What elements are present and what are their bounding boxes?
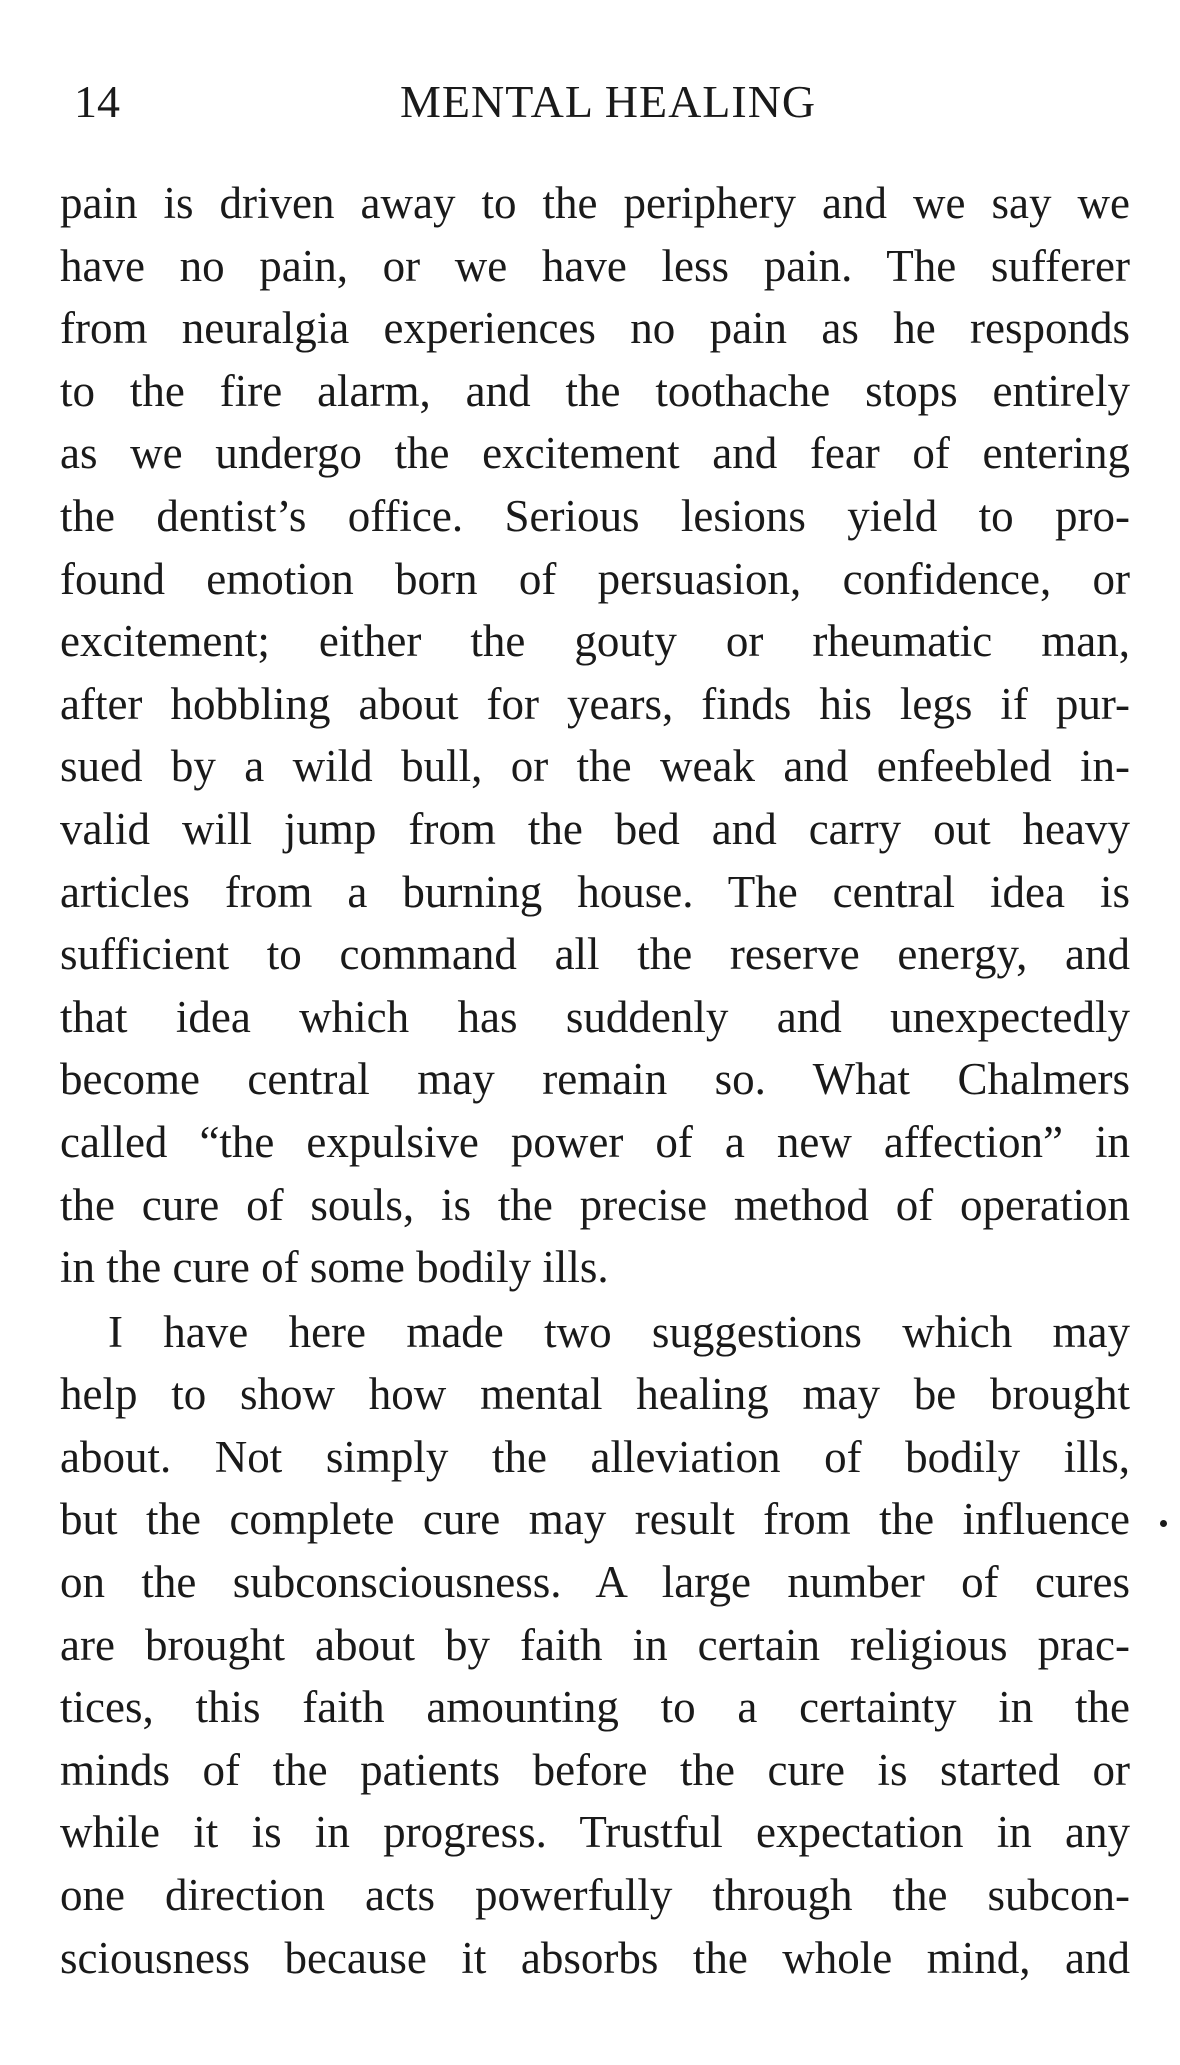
text-line: that idea which has suddenly and unexpectedly — [60, 991, 1130, 1042]
text-line: the dentist’s office. Serious lesions yield to pro- — [60, 490, 1130, 541]
text-line: help to show how mental healing may be brought — [60, 1369, 1130, 1420]
text-line: pain is driven away to the periphery and we say we — [60, 178, 1130, 228]
text-line: in the cure of some bodily ills. — [60, 1242, 609, 1293]
text-line: become central may remain so. What Chalmers — [60, 1054, 1130, 1105]
text-line: after hobbling about for years, finds his legs if pur- — [60, 678, 1130, 729]
text-line: but the complete cure may result from the influence — [60, 1494, 1130, 1545]
text-line: as we undergo the excitement and fear of entering — [60, 428, 1130, 479]
text-line: from neuralgia experiences no pain as he responds — [60, 303, 1130, 354]
text-line: found emotion born of persuasion, confidence, or — [60, 553, 1130, 604]
margin-dot-mark — [1160, 1520, 1167, 1527]
text-line: sued by a wild bull, or the weak and enfeebled in- — [60, 741, 1130, 792]
text-line: minds of the patients before the cure is started or — [60, 1744, 1130, 1795]
text-line: valid will jump from the bed and carry out heavy — [60, 803, 1130, 854]
text-line: to the fire alarm, and the toothache stops entirely — [60, 365, 1130, 416]
text-line: about. Not simply the alleviation of bodily ills, — [60, 1431, 1130, 1482]
running-title: MENTAL HEALING — [400, 76, 817, 127]
text-line: have no pain, or we have less pain. The sufferer — [60, 240, 1130, 291]
text-line: tices, this faith amounting to a certainty in the — [60, 1682, 1130, 1733]
text-line: one direction acts powerfully through the subcon- — [60, 1870, 1130, 1921]
text-line: are brought about by faith in certain religious prac- — [60, 1619, 1130, 1670]
text-line: called “the expulsive power of a new affection” in — [60, 1116, 1130, 1167]
paragraph-1 — [60, 172, 1130, 1299]
text-line: sufficient to command all the reserve energy, and — [60, 929, 1130, 980]
text-line: I have here made two suggestions which may — [108, 1306, 1130, 1357]
text-line: excitement; either the gouty or rheumatic man, — [60, 616, 1130, 667]
text-line: while it is in progress. Trustful expectation in any — [60, 1807, 1130, 1858]
text-line: on the subconsciousness. A large number of cures — [60, 1557, 1130, 1608]
text-line: the cure of souls, is the precise method of operation — [60, 1179, 1130, 1230]
text-line: sciousness because it absorbs the whole mind, and — [60, 1932, 1130, 1983]
page-number: 14 — [74, 76, 120, 127]
paragraph-2 — [60, 1301, 1130, 1990]
running-head — [70, 72, 1130, 132]
body-text — [60, 172, 1130, 1989]
text-line: articles from a burning house. The central idea is — [60, 866, 1130, 917]
